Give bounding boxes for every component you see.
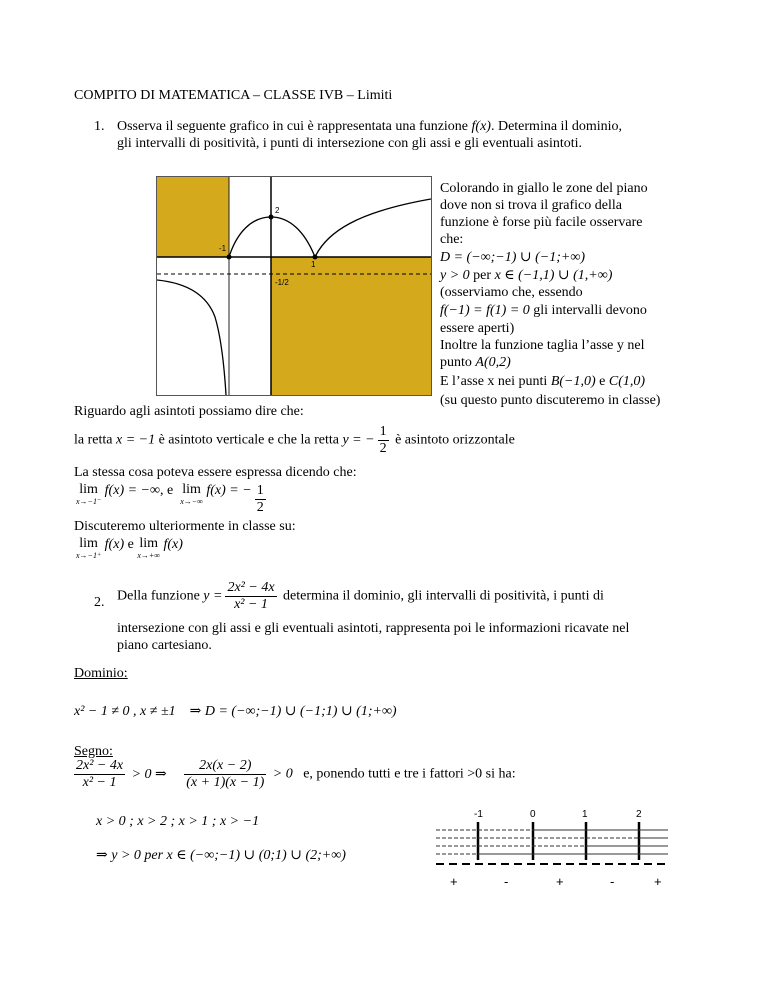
ex2-num: 2x² − 4x: [227, 580, 275, 595]
sign-label-neg1: -1: [474, 809, 483, 820]
lim3-expr: f(x): [104, 537, 125, 552]
right-col-line4: che:: [440, 232, 464, 247]
sign-chart-svg: [432, 808, 668, 898]
ex2-line3: piano cartesiano.: [117, 638, 212, 653]
sign-plus-2: +: [556, 874, 564, 889]
ex2-line2: intersezione con gli assi e gli eventuali asintoti, rappresenta poi le informazioni ricavate nel: [117, 621, 630, 636]
right-col-line2: dove non si trova il grafico della: [440, 198, 622, 213]
ex1-text-line2: gli intervalli di positività, i punti di intersezione con gli assi e gli eventuali asintoti.: [117, 136, 583, 151]
lim3-sub: x→−1⁺: [76, 551, 102, 560]
discuss-text: Discuteremo ulteriormente in classe su:: [74, 519, 296, 534]
ex2-line1: [117, 580, 604, 613]
segno-fraction1: [74, 758, 125, 791]
sign-plus-1: +: [450, 874, 458, 889]
lim-e-word: e: [127, 537, 134, 552]
limits-line: [76, 483, 269, 516]
lim1: [76, 483, 101, 506]
right-col-line9: essere aperti): [440, 321, 515, 336]
segno-conds: x > 0 ; x > 2 ; x > 1 ; x > −1: [96, 814, 260, 829]
asym-c: è asintoto verticale e che la retta: [158, 432, 339, 448]
point-b: [227, 255, 232, 260]
dominio-heading: Dominio:: [74, 666, 128, 681]
ex1-text-a: Osserva il seguente grafico in cui è rappresentata una funzione: [117, 119, 472, 134]
ex2-fraction: [225, 580, 276, 613]
lim2-sub: x→−∞: [180, 497, 203, 506]
yellow-region-bottom-right: [271, 257, 431, 395]
asymptotes-statement: [74, 424, 515, 457]
asym-half-fraction: [378, 424, 389, 457]
label-two: 2: [275, 206, 280, 215]
right-col-line1: Colorando in giallo le zone del piano: [440, 181, 648, 196]
right-col-line13: (su questo punto discuteremo in classe): [440, 393, 661, 408]
right-col-line8-text: gli intervalli devono: [533, 303, 647, 318]
segno-num2: 2x(x − 2): [184, 758, 266, 775]
dominio-result: ⇒ D = (−∞;−1) ∪ (−1;1) ∪ (1;+∞): [189, 704, 397, 719]
left-branch-curve: [157, 280, 226, 395]
lim3: [76, 537, 101, 560]
right-col-line10: Inoltre la funzione taglia l’asse y nel: [440, 338, 645, 353]
asym-a: la retta: [74, 432, 113, 448]
positivity-c: x ∈ (−1,1) ∪ (1,+∞): [494, 268, 613, 283]
ex1-number: 1.: [94, 119, 105, 134]
ex1-text-line1: [117, 119, 622, 135]
lim1-sub: x→−1⁻: [76, 497, 102, 506]
domain-statement: D = (−∞;−1) ∪ (−1;+∞): [440, 250, 586, 265]
label-neg-one: -1: [219, 244, 227, 253]
sign-plus-3: +: [654, 874, 662, 889]
lim-comma-e: , e: [159, 483, 174, 498]
ex2-b: determina il dominio, gli intervalli di positività, i punti di: [283, 588, 604, 604]
segno-inequality: [74, 758, 516, 791]
asym-x-eq: x = −1: [115, 432, 156, 448]
right-col-line3: funzione è forse più facile osservare: [440, 215, 643, 230]
asym-y-eq: y = −: [342, 432, 375, 448]
positivity-statement: [440, 267, 612, 284]
ex1-text-b: . Determina il dominio,: [490, 119, 622, 134]
arch-curve: [229, 217, 315, 257]
right-col-line7: (osserviamo che, essendo: [440, 285, 583, 300]
graph-svg: [157, 177, 431, 395]
frac-num: 1: [379, 424, 387, 439]
right-col-line12-c: e: [599, 374, 606, 389]
right-col-line11-text: punto: [440, 355, 472, 370]
ex2-den: x² − 1: [234, 597, 268, 612]
asymptotes-intro: Riguardo agli asintoti possiamo dire che:: [74, 404, 304, 419]
sign-label-1: 1: [582, 809, 588, 820]
label-one: 1: [311, 260, 316, 269]
segno-heading: Segno:: [74, 744, 113, 759]
lim4: [137, 537, 160, 560]
lim1-word: lim: [79, 482, 98, 497]
point-c-text: C(1,0): [608, 374, 646, 389]
ex2-number: 2.: [94, 595, 105, 610]
lim3-word: lim: [79, 536, 98, 551]
sign-minus-2: -: [610, 874, 615, 889]
ex2-y-eq: y =: [203, 588, 223, 604]
lim2-expr: f(x) = −: [206, 483, 252, 498]
point-c: [313, 255, 318, 260]
segno-text: e, ponendo tutti e tre i fattori >0 si ha:: [303, 766, 516, 782]
lim2-frac-den: 2: [256, 500, 264, 515]
positivity-b: per: [473, 268, 492, 283]
label-neg-half: -1/2: [275, 278, 289, 287]
segno-gt1: > 0 ⇒: [131, 767, 167, 782]
page-title: COMPITO DI MATEMATICA – CLASSE IVB – Limiti: [74, 88, 393, 103]
right-col-line11: [440, 355, 511, 371]
lim4-expr: f(x): [163, 537, 183, 552]
point-a-text: A(0,2): [475, 355, 511, 370]
f-values: f(−1) = f(1) = 0: [440, 303, 530, 318]
sign-label-2: 2: [636, 809, 642, 820]
right-col-line8: [440, 303, 647, 319]
right-col-line12-a: E l’asse x nei punti: [440, 374, 548, 389]
lim4-word: lim: [139, 536, 158, 551]
asym-e: è asintoto orizzontale: [395, 432, 515, 448]
dominio-line: [74, 703, 397, 720]
point-b-text: B(−1,0): [550, 374, 596, 389]
sign-chart: [432, 808, 668, 898]
segno-fraction2: [184, 758, 266, 791]
sign-label-0: 0: [530, 809, 536, 820]
segno-num1: 2x² − 4x: [76, 758, 124, 773]
lim4-sub: x→+∞: [137, 551, 160, 560]
right-col-line12: [440, 374, 645, 390]
right-branch-curve: [315, 199, 431, 257]
lim2: [180, 483, 203, 506]
ex2-a: Della funzione: [117, 588, 200, 604]
ex1-fx: f(x): [471, 119, 491, 134]
segno-den1: x² − 1: [82, 775, 117, 790]
frac-den: 2: [379, 441, 387, 456]
lim2-frac-num: 1: [256, 483, 264, 498]
dominio-cond: x² − 1 ≠ 0 , x ≠ ±1: [74, 704, 176, 719]
function-graph: [156, 176, 432, 396]
point-a: [269, 215, 274, 220]
segno-result: ⇒ y > 0 per x ∈ (−∞;−1) ∪ (0;1) ∪ (2;+∞): [96, 848, 346, 863]
same-thing-text: La stessa cosa poteva essere espressa dicendo che:: [74, 465, 357, 480]
segno-den2: (x + 1)(x − 1): [186, 775, 265, 790]
lim2-half-fraction: [255, 483, 266, 516]
limits-discuss-line: [76, 537, 183, 560]
lim1-expr: f(x) = −∞: [104, 483, 160, 498]
segno-gt2: > 0: [272, 766, 293, 782]
sign-minus-1: -: [504, 874, 509, 889]
lim2-word: lim: [182, 482, 201, 497]
positivity-a: y > 0: [440, 268, 470, 283]
